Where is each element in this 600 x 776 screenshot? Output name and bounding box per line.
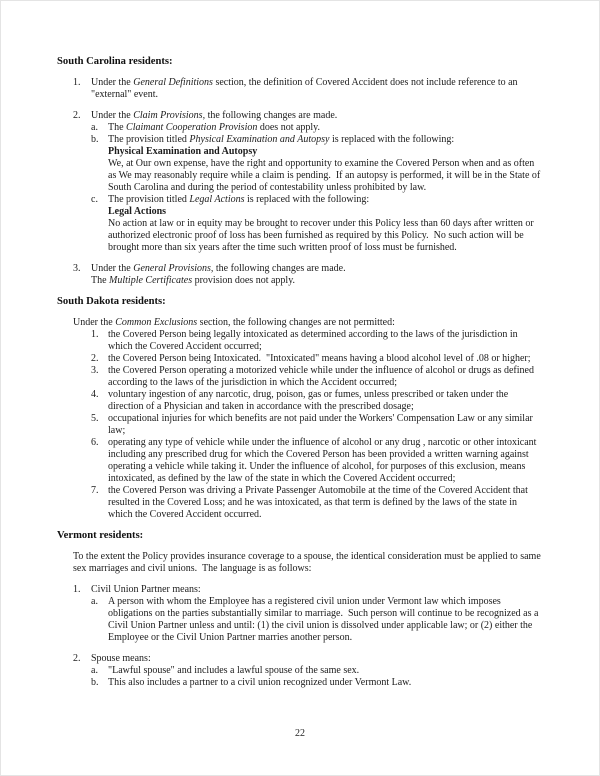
- text-content: [108, 389, 543, 413]
- text-run: is replaced with the following:: [244, 194, 370, 205]
- italic-run: Legal Actions: [189, 194, 245, 205]
- list-marker: 6.: [91, 437, 99, 448]
- text-run: the following changes are made.: [205, 110, 338, 121]
- sub-list-item: [91, 329, 543, 353]
- text-run: the Covered Person being legally intoxicated as determined according to the laws of the jurisdiction in which the Covered Accident occurred;: [108, 329, 521, 352]
- continuation-text: [108, 206, 543, 218]
- list-item: [73, 77, 543, 101]
- text-run: Under the: [91, 263, 134, 274]
- list-marker: 3.: [91, 365, 99, 376]
- text-run: Spouse means:: [91, 653, 151, 664]
- sub-list-item: [91, 389, 543, 413]
- list-marker: a.: [91, 122, 98, 133]
- text-run: section, the definition of Covered Accident does not include reference to an "external" event.: [91, 77, 521, 100]
- sub-list-item: [91, 194, 543, 206]
- list-marker: a.: [91, 596, 98, 607]
- list-item: [73, 263, 543, 275]
- text-run: is replaced with the following:: [329, 134, 455, 145]
- text-run: The provision titled: [108, 194, 190, 205]
- section-heading: [57, 296, 543, 308]
- text-run: the Covered Person being Intoxicated. "Intoxicated" means having a blood alcohol level of .08 or higher;: [108, 353, 531, 364]
- text-content: [108, 677, 543, 689]
- text-run: the following changes are made.: [213, 263, 346, 274]
- sub-list-item: [91, 353, 543, 365]
- section-heading: [57, 530, 543, 542]
- text-run: No action at law or in equity may be brought to recover under this Policy less than 60 days after written or authorized electronic proof of loss has been furnished as required by this Policy. No such action will be brought more than six years after the time such written proof of loss must be furnished.: [108, 218, 537, 253]
- text-run: Under the: [73, 317, 116, 328]
- sub-list-item: [91, 485, 543, 521]
- list-item: [73, 584, 543, 596]
- text-content: [108, 218, 543, 254]
- list-marker: b.: [91, 134, 99, 145]
- text-run: South Dakota residents:: [57, 296, 166, 307]
- text-content: [108, 329, 543, 353]
- text-content: [91, 584, 543, 596]
- text-content: [108, 158, 543, 194]
- text-run: "Lawful spouse" and includes a lawful spouse of the same sex.: [108, 665, 360, 676]
- list-marker: 1.: [91, 329, 99, 340]
- text-run: occupational injuries for which benefits are not paid under the Workers' Compensation Law or any similar law;: [108, 413, 536, 436]
- text-content: [108, 665, 543, 677]
- text-run: section, the following changes are not permitted:: [197, 317, 395, 328]
- text-content: [73, 551, 543, 575]
- text-run: To the extent the Policy provides insurance coverage to a spouse, the identical consideration must be applied to same sex marriages and civil unions. The language is as follows:: [73, 551, 544, 574]
- sub-list-item: [91, 365, 543, 389]
- spacer: [0, 287, 543, 296]
- text-content: [73, 317, 543, 329]
- paragraph: [73, 551, 543, 575]
- spacer: [0, 308, 543, 317]
- text-run: Vermont residents:: [57, 530, 144, 541]
- text-content: [108, 134, 543, 146]
- text-content: [108, 485, 543, 521]
- text-run: the Covered Person was driving a Private Passenger Automobile at the time of the Covered Accident that resulted in the Covered Loss; and he was intoxicated, as that term is defined by the laws of the state in which the Covered Accident occurred.: [108, 485, 531, 520]
- sub-list-item: [91, 134, 543, 146]
- text-content: [57, 56, 543, 68]
- italic-run: Multiple Certificates: [109, 275, 193, 286]
- text-content: [108, 437, 543, 485]
- text-run: We, at Our own expense, have the right and opportunity to examine the Covered Person when and as often as We may reasonably require while a claim is pending. If an autopsy is performed, it will be in the State of South Carolina and during the period of contestability unless prohibited by law.: [108, 158, 543, 193]
- continuation-text: [91, 275, 543, 287]
- text-run: the Covered Person operating a motorized vehicle while under the influence of alcohol or drugs as defined according to the laws of the jurisdiction in which the Accident occurred;: [108, 365, 537, 388]
- italic-run: General Definitions: [133, 77, 213, 88]
- list-marker: a.: [91, 665, 98, 676]
- spacer: [0, 644, 543, 653]
- text-run: Civil Union Partner means:: [91, 584, 201, 595]
- text-run: South Carolina residents:: [57, 56, 173, 67]
- text-content: [108, 596, 543, 644]
- text-run: The: [91, 275, 110, 286]
- text-content: [108, 194, 543, 206]
- sub-list-item: [91, 665, 543, 677]
- text-run: voluntary ingestion of any narcotic, drug, poison, gas or fumes, unless prescribed or taken under the direction of a Physician and taken in accordance with the prescribed dosage;: [108, 389, 511, 412]
- paragraph: [73, 317, 543, 329]
- sub-list-item: [91, 677, 543, 689]
- text-content: [108, 146, 543, 158]
- spacer: [0, 254, 543, 263]
- text-run: provision does not apply.: [192, 275, 296, 286]
- document-body: [0, 56, 600, 689]
- text-content: [91, 110, 543, 122]
- text-run: The provision titled: [108, 134, 190, 145]
- sub-list-item: [91, 122, 543, 134]
- text-content: [108, 122, 543, 134]
- text-run: does not apply.: [257, 122, 321, 133]
- list-marker: 1.: [73, 584, 81, 595]
- italic-run: Physical Examination and Autopsy: [189, 134, 330, 145]
- spacer: [0, 68, 543, 77]
- page-number: 22: [295, 728, 305, 739]
- text-run: Under the: [91, 77, 134, 88]
- text-content: [108, 206, 543, 218]
- bold-run: Physical Examination and Autopsy: [108, 146, 258, 157]
- continuation-text: [108, 146, 543, 158]
- list-marker: 7.: [91, 485, 99, 496]
- text-content: [108, 413, 543, 437]
- italic-run: Claimant Cooperation Provision: [126, 122, 258, 133]
- italic-run: General Provisions,: [133, 263, 214, 274]
- text-content: [91, 77, 543, 101]
- list-marker: 1.: [73, 77, 81, 88]
- bold-run: Legal Actions: [108, 206, 167, 217]
- text-content: [57, 530, 543, 542]
- spacer: [0, 521, 543, 530]
- section-heading: [57, 56, 543, 68]
- list-item: [73, 653, 543, 665]
- text-content: [57, 296, 543, 308]
- text-run: Under the: [91, 110, 134, 121]
- sub-list-item: [91, 596, 543, 644]
- text-run: operating any type of vehicle while under the influence of alcohol or any drug , narcotic or other intoxicant including any prescribed drug for which the Covered Person has been provided a written warning against operating a vehicle while taking it. Under the influence of alcohol, for purposes of this exclusion, means intoxicated, as defined by the law of the state in which the Covered Accident occurred;: [108, 437, 539, 484]
- list-marker: 2.: [73, 653, 81, 664]
- text-content: [108, 353, 543, 365]
- text-content: [108, 365, 543, 389]
- continuation-text: [108, 218, 543, 254]
- italic-run: Common Exclusions: [115, 317, 198, 328]
- italic-run: Claim Provisions,: [133, 110, 206, 121]
- text-content: [91, 653, 543, 665]
- text-content: [91, 275, 543, 287]
- list-marker: 2.: [91, 353, 99, 364]
- text-run: The: [108, 122, 127, 133]
- text-run: This also includes a partner to a civil union recognized under Vermont Law.: [108, 677, 412, 688]
- continuation-text: [108, 158, 543, 194]
- list-marker: 4.: [91, 389, 99, 400]
- list-marker: c.: [91, 194, 98, 205]
- list-marker: 3.: [73, 263, 81, 274]
- sub-list-item: [91, 437, 543, 485]
- list-marker: 5.: [91, 413, 99, 424]
- spacer: [0, 575, 543, 584]
- spacer: [0, 101, 543, 110]
- sub-list-item: [91, 413, 543, 437]
- text-run: A person with whom the Employee has a registered civil union under Vermont law which imposes obligations on the parties substantially similar to marriage. Such person will continue to be recognized as a Civil Union Partner unless and until: (1) the civil union is dissolved under applicable law; or (2) either the Employee or the Civil Union Partner marries another person.: [108, 596, 541, 643]
- spacer: [0, 542, 543, 551]
- list-item: [73, 110, 543, 122]
- list-marker: b.: [91, 677, 99, 688]
- list-marker: 2.: [73, 110, 81, 121]
- text-content: [91, 263, 543, 275]
